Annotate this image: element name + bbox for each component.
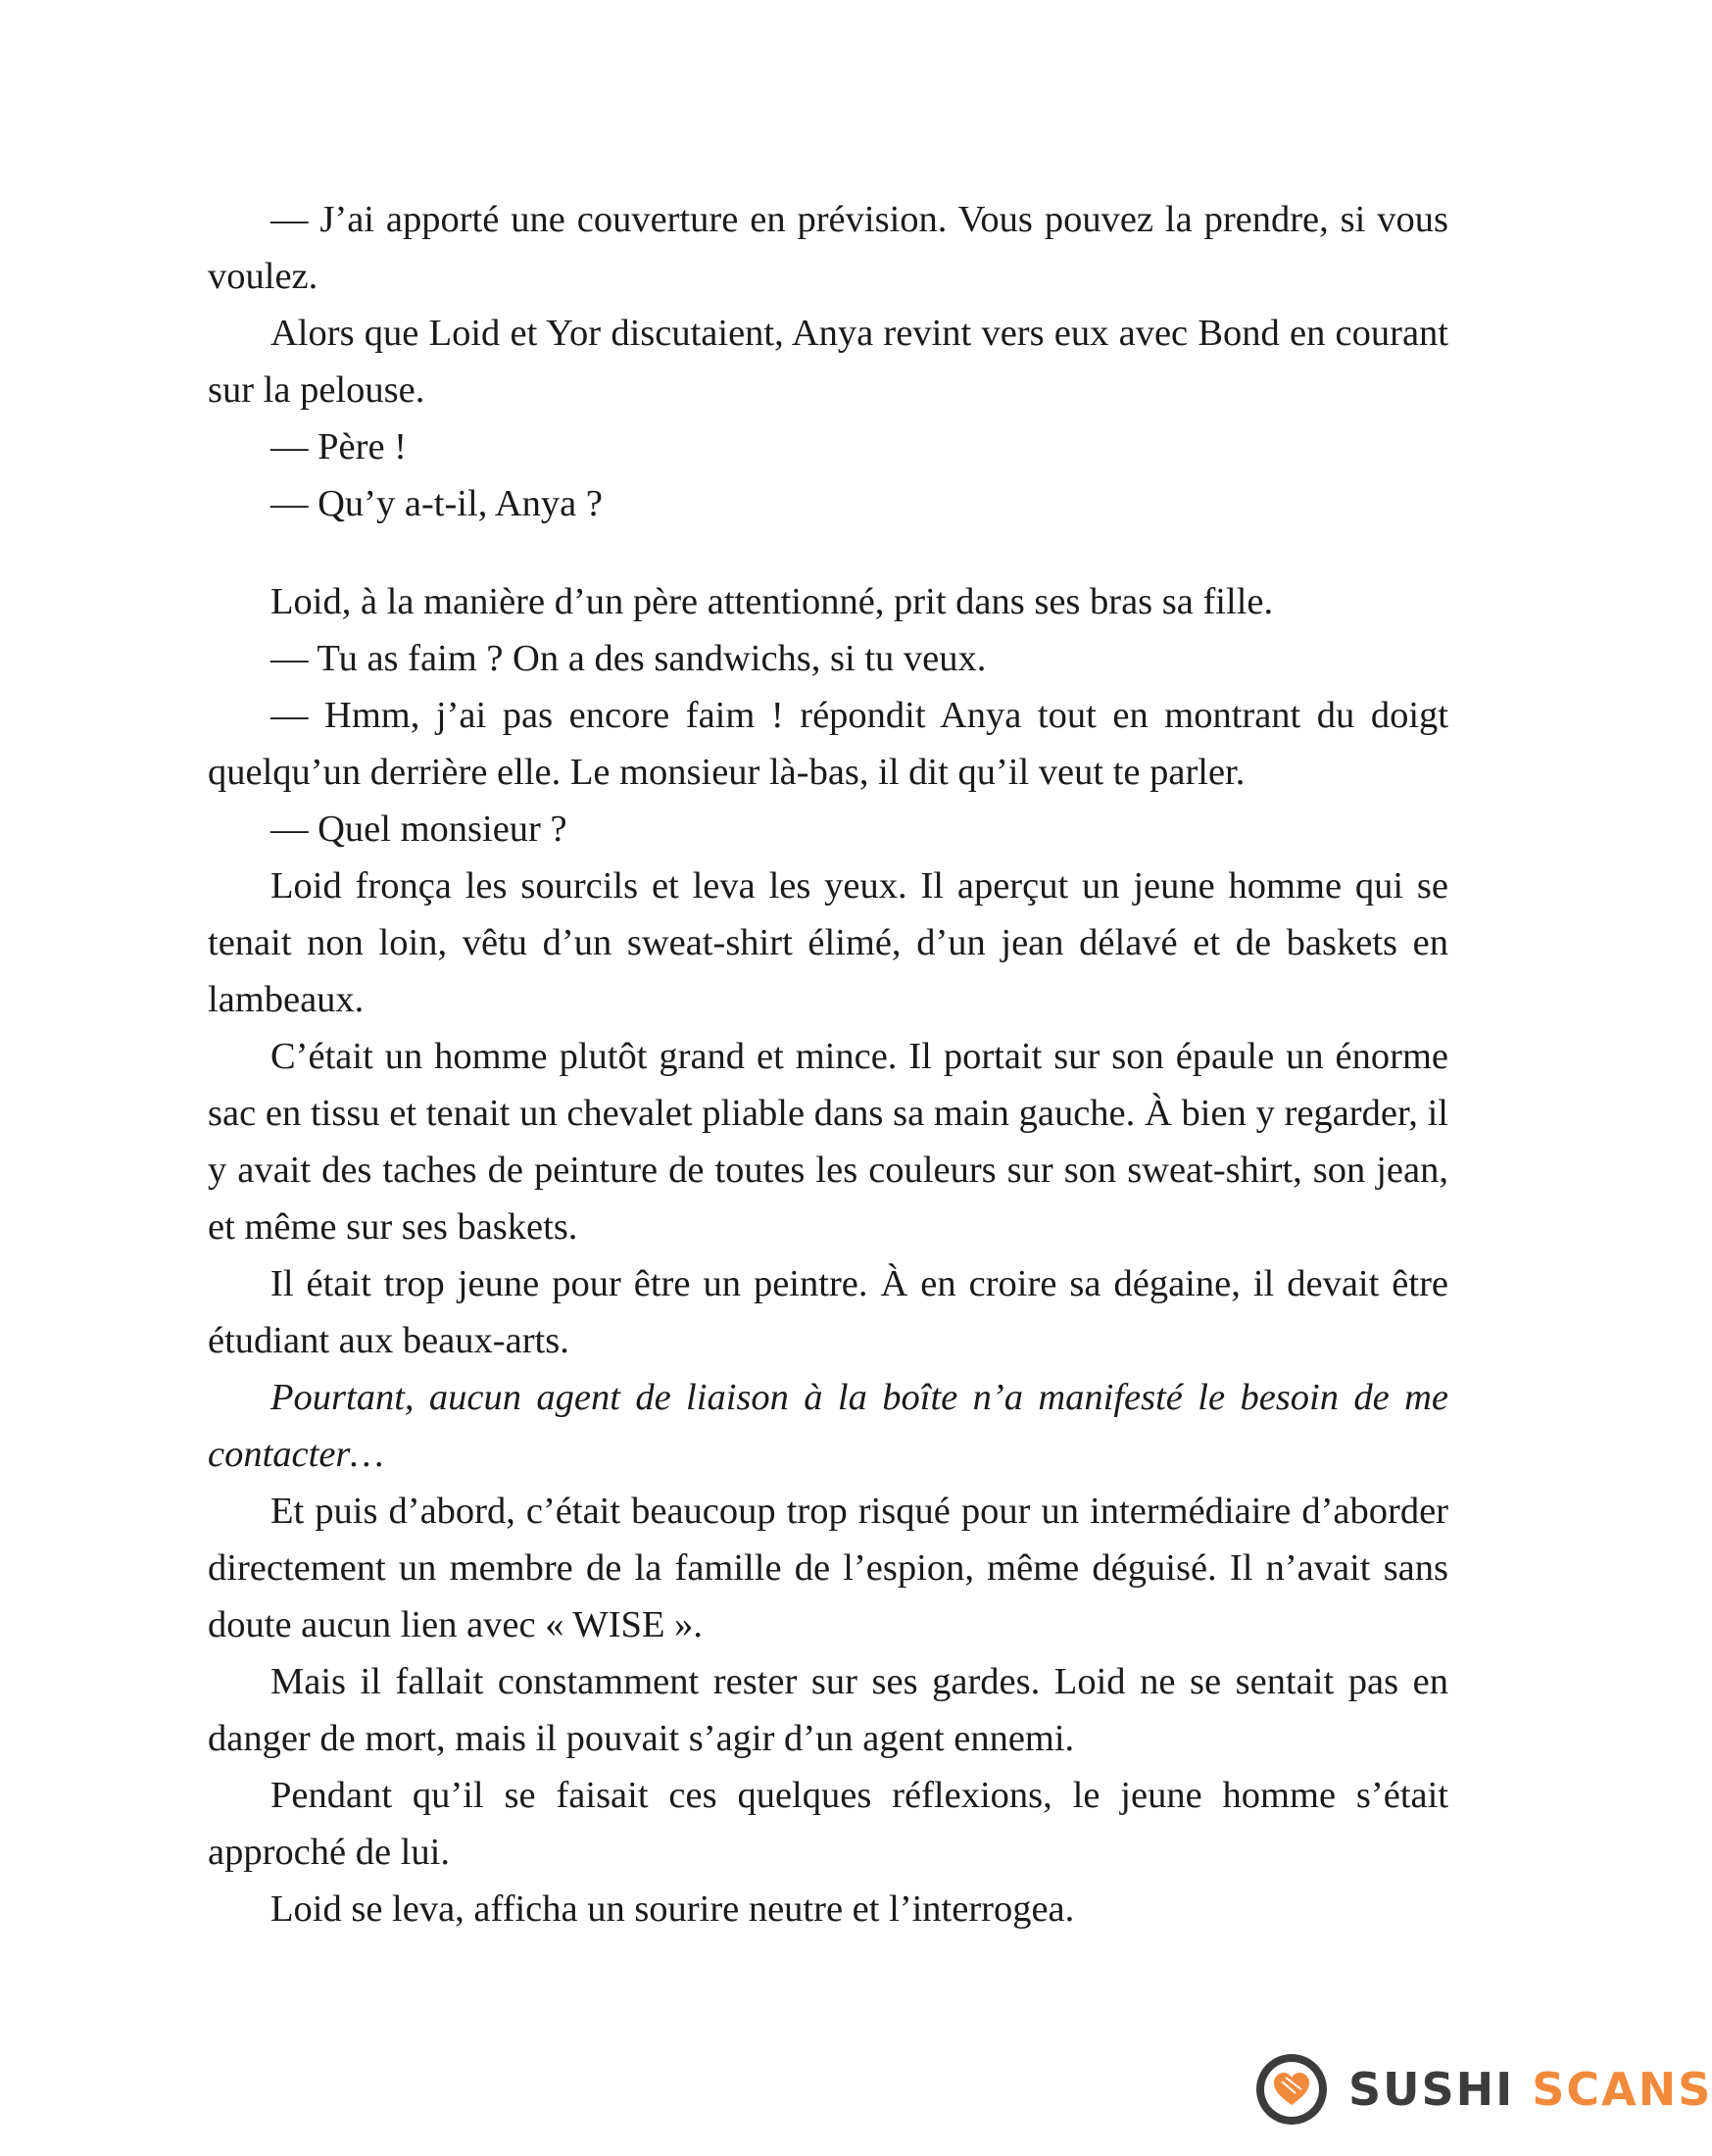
sushi-heart-icon <box>1252 2050 1331 2129</box>
paragraph: — Hmm, j’ai pas encore faim ! répondit Anya tout en montrant du doigt quelqu’un derrière elle. Le monsieur là-bas, il dit qu’il veut te parler. <box>208 695 1448 793</box>
paragraph: Pendant qu’il se faisait ces quelques réflexions, le jeune homme s’était approché de lui. <box>208 1775 1448 1873</box>
paragraph: Alors que Loid et Yor discutaient, Anya revint vers eux avec Bond en courant sur la pelouse. <box>208 313 1448 411</box>
watermark-word-scans: SCANS <box>1532 2063 1712 2116</box>
watermark-word-sushi: SUSHI <box>1348 2063 1515 2116</box>
paragraph: — Tu as faim ? On a des sandwichs, si tu veux. <box>270 638 987 679</box>
watermark-logo <box>1252 2050 1712 2129</box>
paragraph: Loid fronça les sourcils et leva les yeux. Il aperçut un jeune homme qui se tenait non loin, vêtu d’un sweat-shirt élimé, d’un jean délavé et de baskets en lambeaux. <box>208 865 1448 1020</box>
paragraph: Et puis d’abord, c’était beaucoup trop risqué pour un intermédiaire d’aborder directement un membre de la famille de l’espion, même déguisé. Il n’avait sans doute aucun lien avec « WISE ». <box>208 1491 1448 1645</box>
paragraph: C’était un homme plutôt grand et mince. Il portait sur son épaule un énorme sac en tissu et tenait un chevalet pliable dans sa main gauche. À bien y regarder, il y avait des taches de peinture de toutes les couleurs sur son sweat-shirt, son jean, et même sur ses baskets. <box>208 1036 1448 1248</box>
paragraph: — Père ! <box>270 426 407 467</box>
paragraph: Il était trop jeune pour être un peintre. À en croire sa dégaine, il devait être étudiant aux beaux-arts. <box>208 1263 1448 1361</box>
paragraph: — Qu’y a-t-il, Anya ? <box>270 483 603 524</box>
paragraph: Loid se leva, afficha un sourire neutre et l’interrogea. <box>270 1888 1075 1930</box>
page-body <box>208 191 1448 1937</box>
paragraph-inner-thought: Pourtant, aucun agent de liaison à la boîte n’a manifesté le besoin de me contacter… <box>208 1377 1448 1475</box>
paragraph: Mais il fallait constamment rester sur ses gardes. Loid ne se sentait pas en danger de mort, mais il pouvait s’agir d’un agent ennemi. <box>208 1661 1448 1759</box>
paragraph: — Quel monsieur ? <box>270 808 567 850</box>
paragraph: Loid, à la manière d’un père attentionné, prit dans ses bras sa fille. <box>270 581 1274 622</box>
paragraph: — J’ai apporté une couverture en prévision. Vous pouvez la prendre, si vous voulez. <box>208 199 1448 297</box>
watermark-text <box>1348 2064 1712 2115</box>
